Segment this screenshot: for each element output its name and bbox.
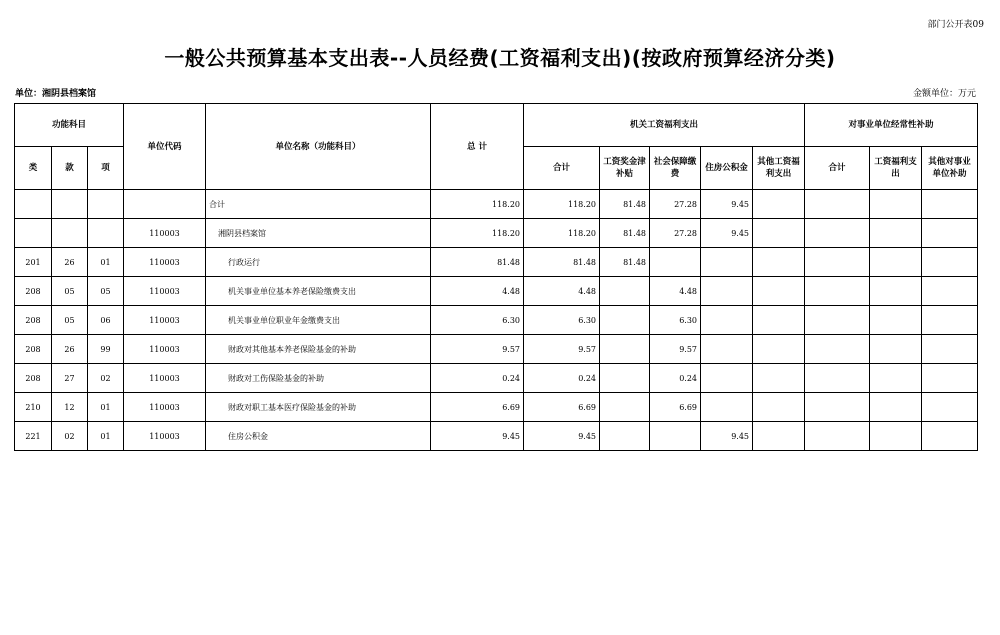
cell-inst-other — [922, 335, 978, 364]
header-org-wage: 工资奖金津补贴 — [600, 147, 650, 190]
header-total: 总 计 — [431, 104, 524, 190]
header-inst-wage: 工资福利支出 — [870, 147, 922, 190]
cell-inst-wage — [870, 422, 922, 451]
cell-org-social — [650, 422, 701, 451]
cell-code: 110003 — [124, 277, 206, 306]
cell-org-wage — [600, 335, 650, 364]
cell-name: 行政运行 — [206, 248, 431, 277]
cell-total: 118.20 — [431, 219, 524, 248]
cell-org-sum: 81.48 — [524, 248, 600, 277]
cell-inst-wage — [870, 335, 922, 364]
cell-inst-sum — [805, 306, 870, 335]
cell-org-wage — [600, 306, 650, 335]
cell-name: 机关事业单位基本养老保险缴费支出 — [206, 277, 431, 306]
cell-org-housing: 9.45 — [701, 422, 753, 451]
cell-org-wage: 81.48 — [600, 248, 650, 277]
cell-inst-sum — [805, 190, 870, 219]
cell-org-sum: 4.48 — [524, 277, 600, 306]
cell-code: 110003 — [124, 248, 206, 277]
cell-org-social: 9.57 — [650, 335, 701, 364]
cell-org-social: 0.24 — [650, 364, 701, 393]
cell-code — [124, 190, 206, 219]
cell-org-social: 4.48 — [650, 277, 701, 306]
cell-xiang: 01 — [88, 248, 124, 277]
cell-org-social: 6.69 — [650, 393, 701, 422]
cell-inst-wage — [870, 190, 922, 219]
cell-lei: 208 — [15, 277, 52, 306]
table-row — [15, 335, 978, 364]
cell-org-sum: 0.24 — [524, 364, 600, 393]
cell-org-housing: 9.45 — [701, 219, 753, 248]
cell-org-sum: 118.20 — [524, 219, 600, 248]
cell-total: 6.69 — [431, 393, 524, 422]
budget-table — [14, 103, 978, 451]
cell-org-social: 6.30 — [650, 306, 701, 335]
cell-kuan: 12 — [52, 393, 88, 422]
unit-label: 单位：湘阴县档案馆 — [15, 89, 97, 99]
table-row — [15, 248, 978, 277]
cell-org-other — [753, 364, 805, 393]
cell-code: 110003 — [124, 364, 206, 393]
cell-xiang — [88, 190, 124, 219]
cell-inst-wage — [870, 219, 922, 248]
cell-code: 110003 — [124, 306, 206, 335]
cell-org-sum: 6.30 — [524, 306, 600, 335]
header-unit-code: 单位代码 — [124, 104, 206, 190]
cell-lei: 208 — [15, 306, 52, 335]
cell-total: 4.48 — [431, 277, 524, 306]
cell-org-other — [753, 219, 805, 248]
cell-org-other — [753, 277, 805, 306]
cell-org-social: 27.28 — [650, 190, 701, 219]
cell-inst-wage — [870, 248, 922, 277]
cell-lei: 208 — [15, 335, 52, 364]
cell-xiang: 01 — [88, 422, 124, 451]
header-org-group: 机关工资福利支出 — [524, 104, 805, 147]
cell-inst-sum — [805, 219, 870, 248]
cell-name: 住房公积金 — [206, 422, 431, 451]
header-org-social: 社会保障缴费 — [650, 147, 701, 190]
cell-xiang: 01 — [88, 393, 124, 422]
cell-name: 合计 — [206, 190, 431, 219]
cell-org-housing — [701, 277, 753, 306]
cell-kuan: 26 — [52, 335, 88, 364]
cell-inst-sum — [805, 422, 870, 451]
cell-kuan: 26 — [52, 248, 88, 277]
cell-inst-other — [922, 190, 978, 219]
header-lei: 类 — [15, 147, 52, 190]
cell-inst-sum — [805, 393, 870, 422]
table-row — [15, 422, 978, 451]
cell-org-other — [753, 248, 805, 277]
cell-inst-sum — [805, 364, 870, 393]
table-row — [15, 306, 978, 335]
table-row — [15, 364, 978, 393]
cell-xiang: 02 — [88, 364, 124, 393]
cell-inst-wage — [870, 306, 922, 335]
cell-inst-other — [922, 248, 978, 277]
cell-org-wage — [600, 393, 650, 422]
header-kuan: 款 — [52, 147, 88, 190]
table-row — [15, 190, 978, 219]
cell-code: 110003 — [124, 393, 206, 422]
cell-xiang: 05 — [88, 277, 124, 306]
cell-org-other — [753, 422, 805, 451]
cell-org-housing — [701, 335, 753, 364]
header-xiang: 项 — [88, 147, 124, 190]
cell-name: 湘阴县档案馆 — [206, 219, 431, 248]
table-row — [15, 393, 978, 422]
cell-inst-wage — [870, 277, 922, 306]
cell-lei — [15, 190, 52, 219]
cell-lei: 201 — [15, 248, 52, 277]
page-title: 一般公共预算基本支出表--人员经费(工资福利支出)(按政府预算经济分类) — [164, 46, 836, 70]
cell-lei — [15, 219, 52, 248]
cell-total: 0.24 — [431, 364, 524, 393]
amount-unit-label: 金额单位：万元 — [912, 89, 976, 99]
cell-inst-wage — [870, 393, 922, 422]
header-org-housing: 住房公积金 — [701, 147, 753, 190]
cell-code: 110003 — [124, 422, 206, 451]
cell-org-wage — [600, 364, 650, 393]
cell-inst-other — [922, 219, 978, 248]
cell-inst-sum — [805, 248, 870, 277]
cell-org-housing — [701, 306, 753, 335]
cell-lei: 208 — [15, 364, 52, 393]
cell-org-other — [753, 335, 805, 364]
header-unit-name: 单位名称（功能科目） — [206, 104, 431, 190]
cell-name: 财政对职工基本医疗保险基金的补助 — [206, 393, 431, 422]
table-row — [15, 219, 978, 248]
cell-inst-sum — [805, 277, 870, 306]
cell-name: 财政对其他基本养老保险基金的补助 — [206, 335, 431, 364]
cell-org-wage — [600, 422, 650, 451]
cell-org-social — [650, 248, 701, 277]
cell-inst-other — [922, 422, 978, 451]
cell-org-wage: 81.48 — [600, 190, 650, 219]
cell-inst-other — [922, 364, 978, 393]
cell-inst-other — [922, 277, 978, 306]
cell-code: 110003 — [124, 335, 206, 364]
cell-org-housing — [701, 364, 753, 393]
cell-org-other — [753, 393, 805, 422]
cell-xiang: 06 — [88, 306, 124, 335]
cell-kuan — [52, 190, 88, 219]
cell-total: 6.30 — [431, 306, 524, 335]
cell-total: 9.57 — [431, 335, 524, 364]
cell-name: 财政对工伤保险基金的补助 — [206, 364, 431, 393]
cell-inst-other — [922, 393, 978, 422]
cell-name: 机关事业单位职业年金缴费支出 — [206, 306, 431, 335]
cell-total: 81.48 — [431, 248, 524, 277]
cell-kuan: 27 — [52, 364, 88, 393]
cell-org-housing — [701, 248, 753, 277]
cell-total: 118.20 — [431, 190, 524, 219]
header-func: 功能科目 — [15, 104, 124, 147]
table-code: 部门公开表09 — [927, 20, 984, 30]
cell-kuan: 02 — [52, 422, 88, 451]
cell-org-social: 27.28 — [650, 219, 701, 248]
cell-inst-wage — [870, 364, 922, 393]
cell-xiang — [88, 219, 124, 248]
cell-total: 9.45 — [431, 422, 524, 451]
cell-kuan — [52, 219, 88, 248]
header-org-other: 其他工资福利支出 — [753, 147, 805, 190]
cell-org-other — [753, 190, 805, 219]
cell-org-wage — [600, 277, 650, 306]
cell-inst-other — [922, 306, 978, 335]
cell-lei: 210 — [15, 393, 52, 422]
header-inst-group: 对事业单位经常性补助 — [805, 104, 978, 147]
cell-xiang: 99 — [88, 335, 124, 364]
cell-code: 110003 — [124, 219, 206, 248]
cell-org-sum: 9.57 — [524, 335, 600, 364]
cell-org-housing: 9.45 — [701, 190, 753, 219]
header-inst-sum: 合计 — [805, 147, 870, 190]
cell-org-sum: 118.20 — [524, 190, 600, 219]
cell-org-wage: 81.48 — [600, 219, 650, 248]
cell-org-sum: 9.45 — [524, 422, 600, 451]
cell-inst-sum — [805, 335, 870, 364]
cell-org-other — [753, 306, 805, 335]
cell-org-sum: 6.69 — [524, 393, 600, 422]
header-inst-other: 其他对事业单位补助 — [922, 147, 978, 190]
header-org-sum: 合计 — [524, 147, 600, 190]
cell-kuan: 05 — [52, 306, 88, 335]
cell-lei: 221 — [15, 422, 52, 451]
cell-org-housing — [701, 393, 753, 422]
cell-kuan: 05 — [52, 277, 88, 306]
table-row — [15, 277, 978, 306]
